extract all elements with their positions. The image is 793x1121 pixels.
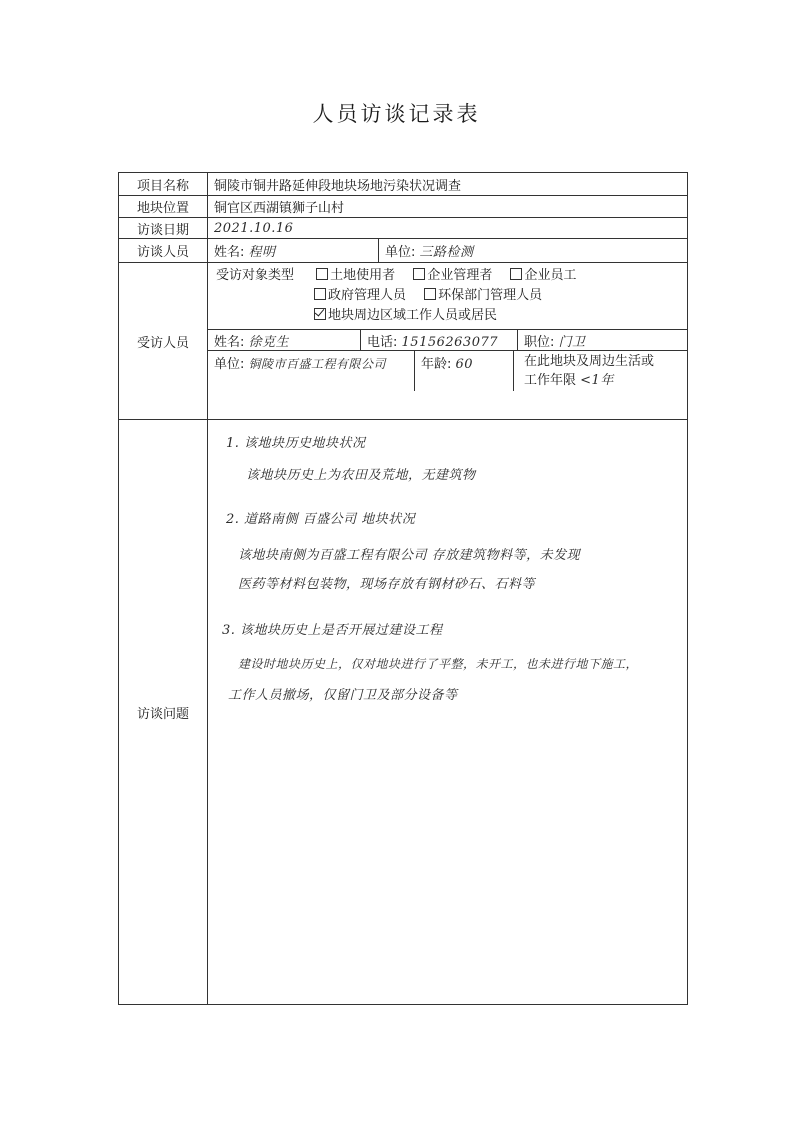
interviewer-cell bbox=[208, 239, 688, 263]
interviewer-unit-label: 单位: bbox=[385, 245, 416, 260]
interviewee-type-block bbox=[208, 263, 687, 326]
project-value: 铜陵市铜井路延伸段地块场地污染状况调查 bbox=[208, 173, 688, 196]
interviewer-label: 访谈人员 bbox=[119, 239, 208, 263]
interviewee-type-label: 受访对象类型 bbox=[216, 268, 295, 283]
interviewee-name-label: 姓名: bbox=[214, 334, 245, 350]
note-line: 1. 该地块历史地块状况 bbox=[226, 436, 366, 451]
option-government-manager[interactable] bbox=[314, 286, 406, 306]
option-label: 企业管理者 bbox=[427, 268, 493, 283]
location-label: 地块位置 bbox=[119, 196, 208, 218]
checkbox-icon[interactable] bbox=[314, 288, 326, 300]
interviewer-unit-cell bbox=[379, 239, 688, 262]
option-label: 政府管理人员 bbox=[328, 288, 407, 303]
interviewer-row bbox=[119, 239, 688, 263]
interviewee-name-cell bbox=[208, 330, 361, 351]
note-line: 该地块历史上为农田及荒地，无建筑物 bbox=[246, 468, 476, 483]
interviewee-years-value: <1年 bbox=[580, 373, 614, 388]
interviewee-years-label-1: 在此地块及周边生活或 bbox=[524, 354, 655, 369]
note-line: 工作人员撤场，仅留门卫及部分设备等 bbox=[228, 688, 458, 703]
page-title: 人员访谈记录表 bbox=[312, 102, 481, 126]
note-line: 2. 道路南侧 百盛公司 地块状况 bbox=[226, 512, 416, 527]
interviewee-phone-label: 电话: bbox=[367, 334, 398, 350]
option-label: 地块周边区域工作人员或居民 bbox=[328, 308, 498, 323]
option-label: 土地使用者 bbox=[330, 268, 396, 283]
date-row bbox=[119, 218, 688, 239]
interviewee-years-cell bbox=[514, 351, 688, 391]
interviewee-age-label: 年龄: bbox=[421, 357, 452, 372]
interviewee-detail-table bbox=[208, 329, 687, 351]
interviewee-position-value: 门卫 bbox=[558, 334, 586, 350]
interviewee-years-line-2 bbox=[524, 371, 687, 390]
interviewee-age-value: 60 bbox=[455, 357, 474, 372]
date-label: 访谈日期 bbox=[119, 218, 208, 239]
interviewee-unit-row bbox=[208, 351, 687, 391]
interviewee-cell bbox=[208, 263, 688, 420]
interviewee-years-label-2: 工作年限 bbox=[524, 373, 577, 388]
interviewee-position-cell bbox=[518, 330, 688, 351]
option-nearby-resident[interactable] bbox=[314, 306, 497, 326]
type-row-2 bbox=[216, 286, 679, 306]
interviewee-row bbox=[119, 263, 688, 420]
note-line: 医药等材料包装物，现场存放有钢材砂石、石料等 bbox=[238, 577, 536, 592]
interviewee-label: 受访人员 bbox=[119, 263, 208, 420]
note-line: 该地块南侧为百盛工程有限公司 存放建筑物料等，未发现 bbox=[238, 548, 581, 563]
interviewee-name-value: 徐克生 bbox=[248, 334, 290, 350]
note-line: 3. 该地块历史上是否开展过建设工程 bbox=[222, 623, 443, 638]
location-row bbox=[119, 196, 688, 218]
interviewer-unit-value: 三路检测 bbox=[419, 245, 474, 260]
interviewer-name-value: 程明 bbox=[248, 245, 276, 260]
interviewer-name-cell bbox=[208, 239, 379, 262]
interviewee-position-label: 职位: bbox=[524, 334, 555, 350]
questions-notes bbox=[208, 420, 688, 1005]
interviewee-unit-label: 单位: bbox=[214, 357, 245, 372]
option-land-user[interactable] bbox=[316, 266, 395, 286]
option-enterprise-manager[interactable] bbox=[413, 266, 492, 286]
option-env-department[interactable] bbox=[424, 286, 542, 306]
checked-checkbox-icon[interactable] bbox=[314, 308, 326, 320]
date-value: 2021.10.16 bbox=[208, 218, 688, 239]
type-row-1 bbox=[216, 266, 679, 286]
type-row-3 bbox=[216, 306, 679, 326]
interviewee-contact-row bbox=[208, 330, 687, 351]
checkbox-icon[interactable] bbox=[424, 288, 436, 300]
option-label: 企业员工 bbox=[524, 268, 577, 283]
project-label: 项目名称 bbox=[119, 173, 208, 196]
questions-row bbox=[119, 420, 688, 1005]
interviewer-name-label: 姓名: bbox=[214, 245, 245, 260]
interviewee-unit-cell bbox=[208, 351, 415, 391]
interviewee-phone-cell bbox=[361, 330, 518, 351]
questions-label: 访谈问题 bbox=[119, 420, 208, 1005]
checkbox-icon[interactable] bbox=[316, 268, 328, 280]
interviewee-age-cell bbox=[415, 351, 514, 391]
checkbox-icon[interactable] bbox=[413, 268, 425, 280]
interviewee-unit-table bbox=[208, 351, 687, 391]
interview-record-table bbox=[118, 172, 688, 1005]
option-label: 环保部门管理人员 bbox=[438, 288, 543, 303]
interviewer-inner bbox=[208, 239, 687, 262]
checkbox-icon[interactable] bbox=[510, 268, 522, 280]
location-value: 铜官区西湖镇狮子山村 bbox=[208, 196, 688, 218]
project-row bbox=[119, 173, 688, 196]
option-enterprise-staff[interactable] bbox=[510, 266, 576, 286]
note-line: 建设时地块历史上，仅对地块进行了平整，未开工，也未进行地下施工， bbox=[238, 657, 639, 671]
interviewee-phone-value: 15156263077 bbox=[401, 334, 499, 350]
interviewee-unit-value: 铜陵市百盛工程有限公司 bbox=[248, 357, 387, 371]
